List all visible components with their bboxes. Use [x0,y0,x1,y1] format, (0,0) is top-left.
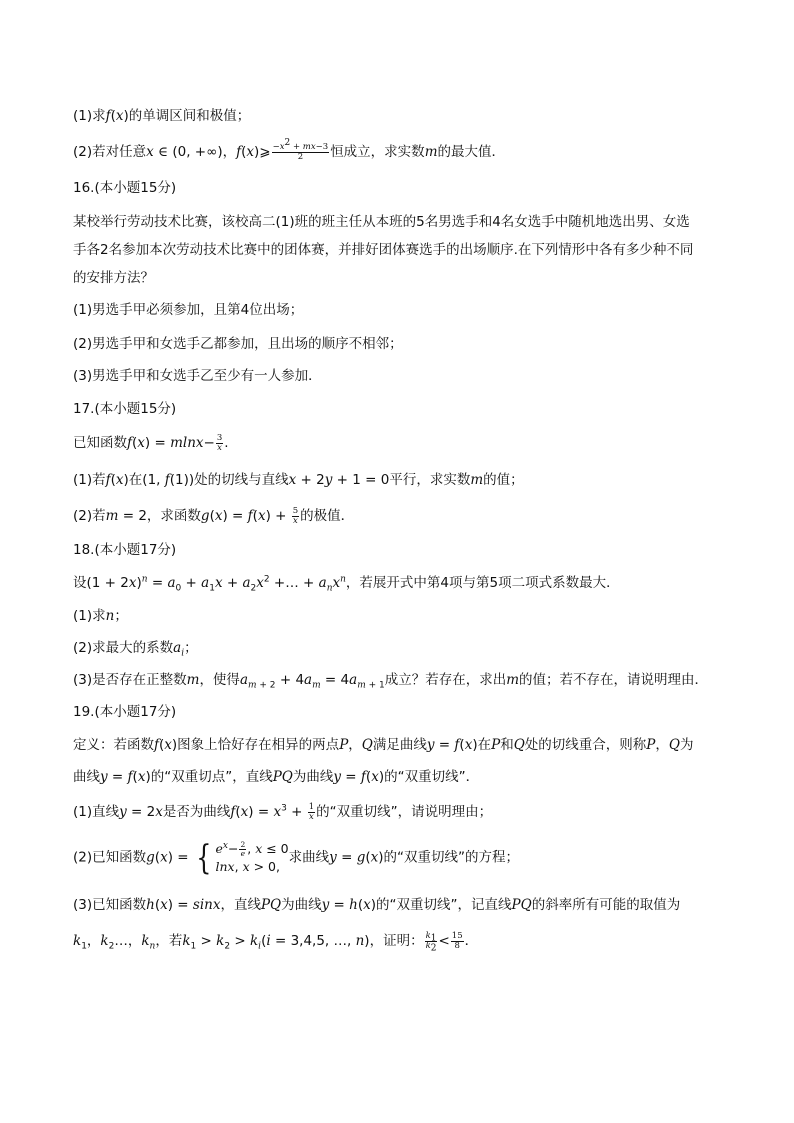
q16-header: 16.(本小题15分) [73,180,177,196]
q18-part1: (1)求n； [73,608,128,624]
q16-part1: (1)男选手甲必须参加，且第4位出场； [73,302,304,318]
q17-header: 17.(本小题15分) [73,401,177,417]
q16-stem-line3: 的安排方法？ [73,270,154,286]
piecewise-brace: { [196,837,212,878]
q19-def-line2: 曲线y = f(x)的“双重切点”，直线PQ为曲线y = f(x)的“双重切线”． [73,769,480,785]
q17-part2: (2)若m = 2，求函数g(x) = f(x) + $\frac{5}{x}$ 的极值． [73,505,355,526]
q18-stem: 设$(1 + 2x)^n = a_0 + a_1x + a_2x^2$ +… + $a_nx^n$，若展开式中第4项与第5项二项式系数最大． [73,574,620,594]
q19-part1: (1)直线y = 2x是否为曲线$f(x) = x^3$ + $\frac{1}{x}$ 的“双重切线”，请说明理由； [73,801,493,822]
q19-part3-line1: (3)已知函数h(x) = sinx，直线PQ为曲线y = h(x)的“双重切线”，记直线PQ的斜率所有可能的取值为 [73,897,681,913]
q19-part3-line2: $k_1$，$k_2\dots$，$k_n$，若$k_1 > k_2 > k_i(i = 3,4,5$, …, n)，证明： $\frac{k_1}{k_2}$ < $\frac{15}{8}$ ． [73,930,479,954]
q16-part2: (2)男选手甲和女选手乙都参加，且出场的顺序不相邻； [73,336,403,352]
q19-def-line1: 定义：若函数f(x)图象上恰好存在相异的两点P，Q满足曲线y = f(x)在P和Q处的切线重合，则称P，Q为 [73,737,694,753]
q19-header: 19.(本小题17分) [73,704,177,720]
piecewise-cases: $e^x-$ $\frac{2}{e}$ , x ≤ 0 lnx, x > 0, [215,840,289,874]
q16-stem-line2: 手各2名参加本次劳动技术比赛中的团体赛，并排好团体赛选手的出场顺序.在下列情形中各有多少种不同 [73,242,694,258]
q15-part2: (2)若对任意x ∈ (0, +∞)，f(x)⩾ $\frac{-x^2 + mx-3}{2}$ 恒成立，求实数m的最大值． [73,137,505,162]
q18-header: 18.(本小题17分) [73,542,177,558]
q17-part1: (1)若f(x)在(1, f(1))处的切线与直线x + 2y + 1 = 0平行，求实数m的值； [73,472,524,488]
q15-part1: (1)求f(x)的单调区间和极值； [73,108,251,124]
q17-stem: 已知函数f(x) = mlnx− $\frac{3}{x}$ . [73,432,229,453]
q16-part3: (3)男选手甲和女选手乙至少有一人参加． [73,368,322,384]
q16-stem-line1: 某校举行劳动技术比赛，该校高二(1)班的班主任从本班的5名男选手和4名女选手中随机地选出男、女选 [73,214,690,230]
q15-fraction: $\frac{-x^2 + mx-3}{2}$ [272,137,329,162]
q18-part2: (2)求最大的系数$a_i$； [73,640,198,659]
q19-part2: (2)已知函数g(x) = { $e^x-$ $\frac{2}{e}$ , x ≤ 0 lnx, x > 0, 求曲线y = g(x)的“双重切线”的方程； [73,837,520,878]
q18-part3: (3)是否存在正整数m，使得$a_{m + 2} + 4a_m = 4a_{m + 1}$成立？若存在，求出m的值；若不存在，请说明理由． [73,672,709,691]
